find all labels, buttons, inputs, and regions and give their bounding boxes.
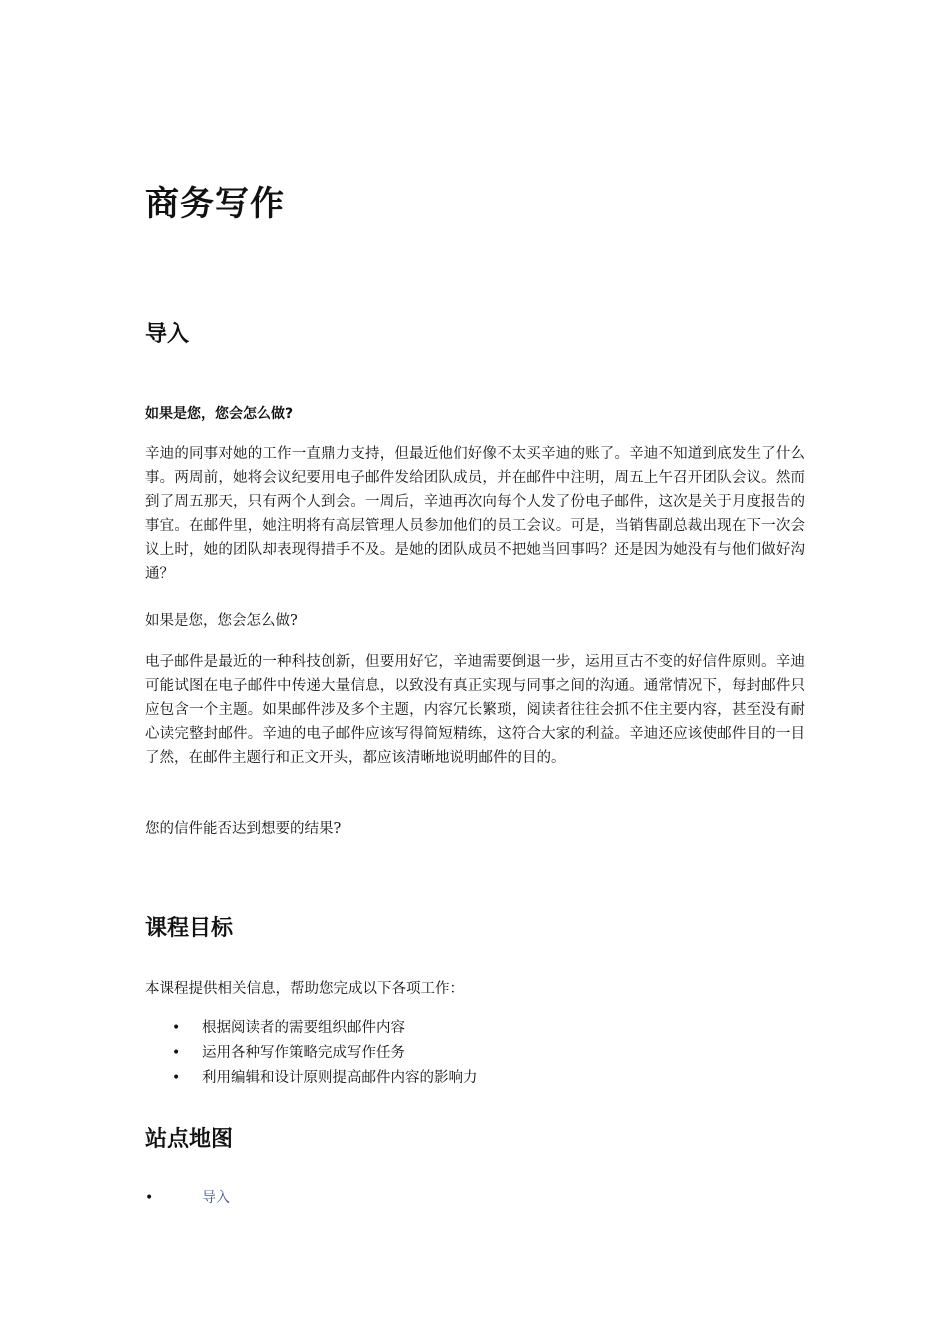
list-item [145,1066,478,1091]
goal-text: 根据阅读者的需要组织邮件内容 [202,1020,405,1036]
intro-question-bold: 如果是您，您会怎么做? [145,406,294,422]
section-heading-sitemap: 站点地图 [145,1127,234,1152]
list-item [145,1041,478,1066]
list-item [145,1016,478,1041]
section-heading-goals: 课程目标 [145,916,234,941]
bullet-icon: • [172,1070,181,1086]
bullet-icon: • [145,1190,154,1206]
bullet-icon: • [172,1020,181,1036]
sitemap-list [145,1186,230,1210]
intro-question-3: 您的信件能否达到想要的结果? [145,821,342,837]
intro-question-2: 如果是您，您会怎么做? [145,613,298,629]
sitemap-link-intro[interactable]: 导入 [202,1190,230,1206]
goals-list [145,1016,478,1091]
section-heading-intro: 导入 [145,322,190,347]
bullet-icon: • [172,1045,181,1061]
intro-paragraph-1: 辛迪的同事对她的工作一直鼎力支持，但最近他们好像不太买辛迪的账了。辛迪不知道到底发生了什么事。两周前，她将会议纪要用电子邮件发给团队成员，并在邮件中注明，周五上午召开团队会议。然而到了周五那天，只有两个人到会。一周后，辛迪再次向每个人发了份电子邮件，这次是关于月度报告的事宜。在邮件里，她注明将有高层管理人员参加他们的员工会议。可是，当销售副总裁出现在下一次会议上时，她的团队却表现得措手不及。是她的团队成员不把她当回事吗？还是因为她没有与他们做好沟通？ [145,446,805,582]
list-item [145,1186,230,1210]
goal-text: 利用编辑和设计原则提高邮件内容的影响力 [202,1070,478,1086]
intro-paragraph-2: 电子邮件是最近的一种科技创新，但要用好它，辛迪需要倒退一步，运用亘古不变的好信件原则。辛迪可能试图在电子邮件中传递大量信息，以致没有真正实现与同事之间的沟通。通常情况下，每封邮件只应包含一个主题。如果邮件涉及多个主题，内容冗长繁琐，阅读者往往会抓不住主要内容，甚至没有耐心读完整封邮件。辛迪的电子邮件应该写得简短精练，这符合大家的利益。辛迪还应该使邮件目的一目了然，在邮件主题行和正文开头，都应该清晰地说明邮件的目的。 [145,654,805,766]
goals-lead: 本课程提供相关信息，帮助您完成以下各项工作： [145,981,464,997]
goal-text: 运用各种写作策略完成写作任务 [202,1045,405,1061]
page-title: 商务写作 [145,184,285,224]
